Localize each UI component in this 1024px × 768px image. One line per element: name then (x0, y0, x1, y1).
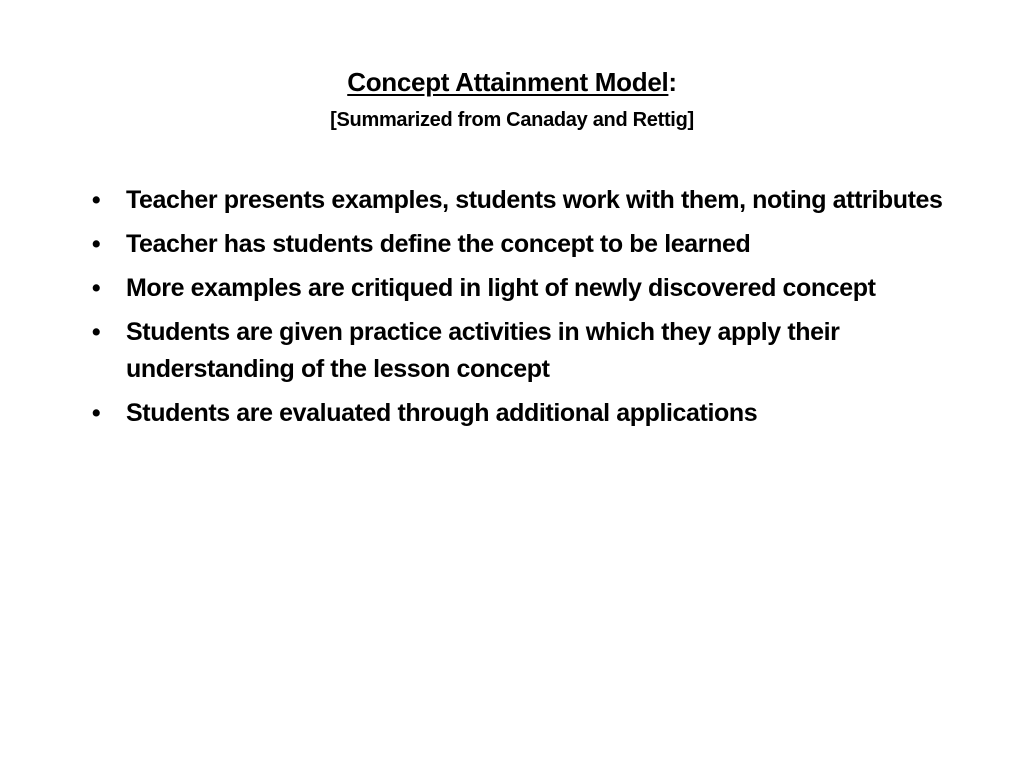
bullet-item (86, 395, 946, 432)
slide-title-text: Concept Attainment Model (347, 67, 669, 97)
bullet-icon: • (91, 318, 101, 346)
bullet-text: Teacher presents examples, students work with them, noting attributes (126, 186, 943, 214)
bullet-text: Students are given practice activities in which they apply their understanding of the lesson concept (126, 318, 840, 383)
bullet-item (86, 270, 946, 307)
bullet-icon: • (91, 399, 101, 427)
bullet-list (86, 182, 946, 439)
bullet-icon: • (91, 230, 101, 258)
bullet-text: Teacher has students define the concept to be learned (126, 230, 751, 258)
bullet-item (86, 226, 946, 263)
bullet-item (86, 182, 946, 219)
bullet-text: More examples are critiqued in light of newly discovered concept (126, 274, 876, 302)
slide-title (0, 62, 1024, 102)
bullet-text: Students are evaluated through additional applications (126, 399, 758, 427)
bullet-item (86, 314, 946, 388)
slide-subtitle: [Summarized from Canaday and Rettig] (330, 109, 694, 131)
slide-title-colon: : (668, 67, 677, 97)
title-block (0, 62, 1024, 136)
bullet-icon: • (91, 274, 101, 302)
bullet-icon: • (91, 186, 101, 214)
